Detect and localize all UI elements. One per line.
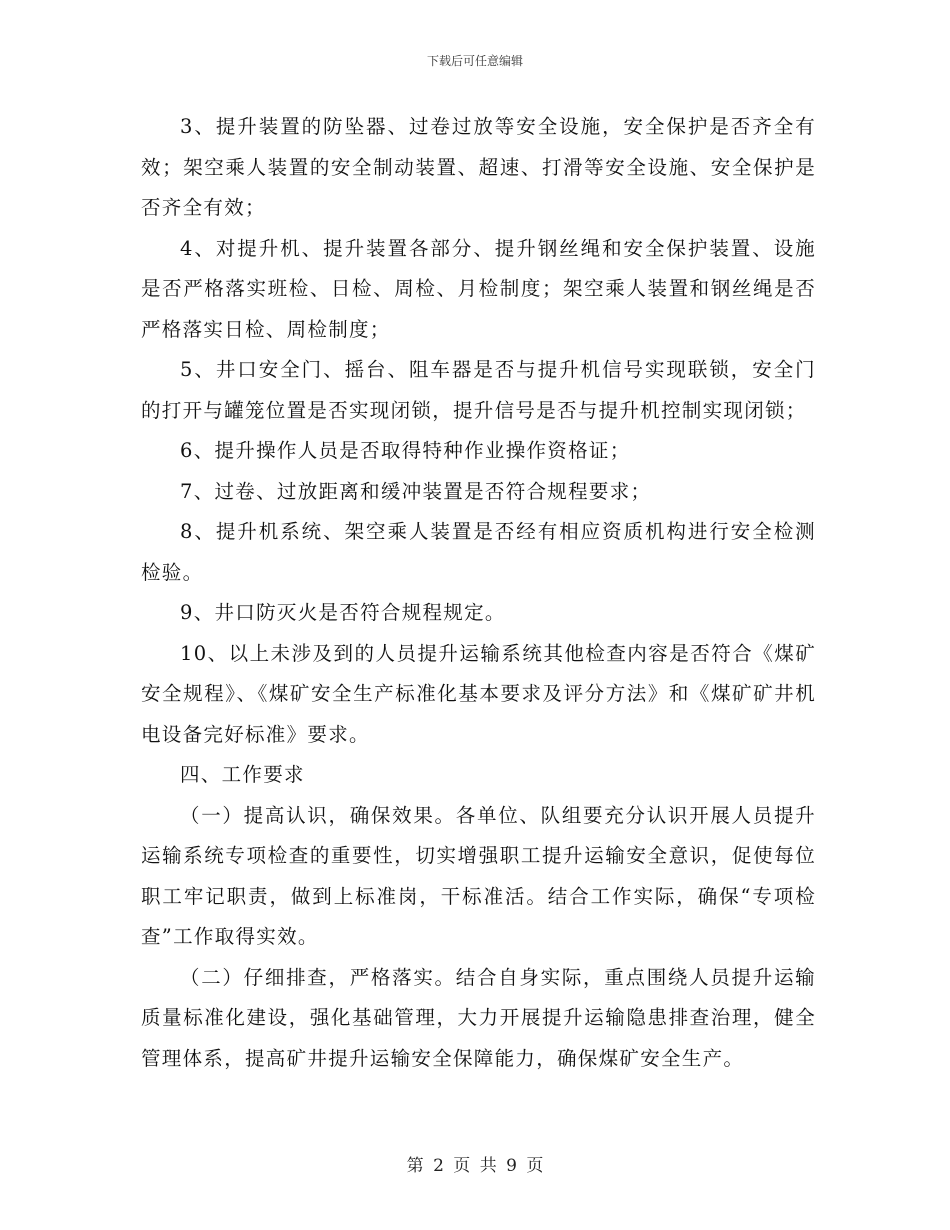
paragraph-item-4: 4、对提升机、提升装置各部分、提升钢丝绳和安全保护装置、设施是否严格落实班检、日检、周检、月检制度；架空乘人装置和钢丝绳是否严格落实日检、周检制度； xyxy=(141,236,816,341)
page-header-note: 下载后可任意编辑 xyxy=(426,54,523,68)
paragraph-item-6: 6、提升操作人员是否取得特种作业操作资格证； xyxy=(180,439,631,462)
paragraph-item-7: 7、过卷、过放距离和缓冲装置是否符合规程要求； xyxy=(180,479,652,503)
paragraph-requirement-2: （二）仔细排查，严格落实。结合自身实际，重点围绕人员提升运输质量标准化建设，强化基础管理，大力开展提升运输隐患排查治理，健全管理体系，提高矿井提升运输安全保障能力，确保煤矿安全生产。 xyxy=(141,965,816,1070)
section-heading-work-requirements: 四、工作要求 xyxy=(180,763,305,786)
page-number-footer: 第 2 页 共 9 页 xyxy=(406,1156,544,1176)
paragraph-item-8: 8、提升机系统、架空乘人装置是否经有相应资质机构进行安全检测检验。 xyxy=(141,520,816,584)
paragraph-item-9: 9、井口防灭火是否符合规程规定。 xyxy=(180,601,506,624)
paragraph-item-3: 3、提升装置的防坠器、过卷过放等安全设施，安全保护是否齐全有效；架空乘人装置的安全制动装置、超速、打滑等安全设施、安全保护是否齐全有效； xyxy=(141,115,816,219)
paragraph-item-10: 10、以上未涉及到的人员提升运输系统其他检查内容是否符合《煤矿安全规程》、《煤矿安全生产标准化基本要求及评分方法》和《煤矿矿井机电设备完好标准》要求。 xyxy=(141,641,816,746)
document-body xyxy=(141,107,816,1079)
paragraph-requirement-1: （一）提高认识，确保效果。各单位、队组要充分认识开展人员提升运输系统专项检查的重要性，切实增强职工提升运输安全意识，促使每位职工牢记职责，做到上标准岗，干标准活。结合工作实际，确保“专项检查”工作取得实效。 xyxy=(141,803,816,948)
paragraph-item-5: 5、井口安全门、摇台、阻车器是否与提升机信号实现联锁，安全门的打开与罐笼位置是否实现闭锁，提升信号是否与提升机控制实现闭锁； xyxy=(141,358,816,422)
